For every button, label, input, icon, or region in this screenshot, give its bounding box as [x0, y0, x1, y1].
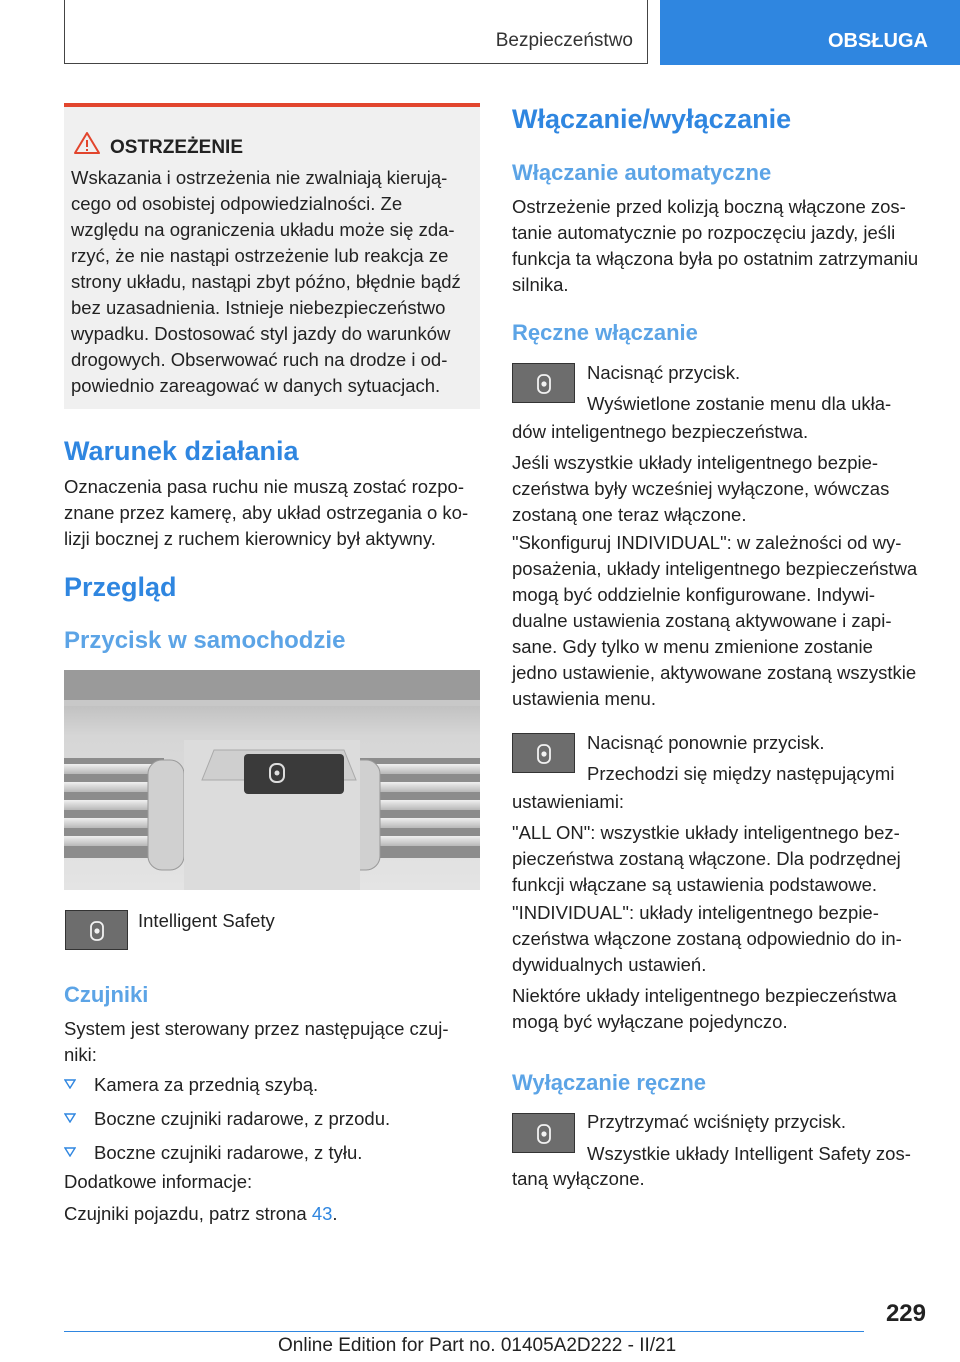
- warning-title: OSTRZEŻENIE: [110, 137, 244, 158]
- para-line: czeństwa włączone zostaną odpowiednio do in‑: [512, 928, 902, 949]
- sensors-reference: [64, 1201, 338, 1227]
- list-item-text: Boczne czujniki radarowe, z przodu.: [94, 1108, 391, 1129]
- warning-text: [71, 165, 471, 399]
- sensors-intro: [64, 1016, 484, 1068]
- step2-result-cont: ustawieniami:: [512, 791, 625, 812]
- header-section-title: Bezpieczeństwo: [495, 30, 633, 51]
- safety-car-icon: [536, 374, 552, 394]
- list-item: [64, 1072, 484, 1098]
- warning-line: drogowych. Obserwować ruch na drodze i od‑: [71, 349, 448, 370]
- dashboard-illustration: [64, 670, 480, 890]
- step1-result-cont: dów inteligentnego bezpieczeństwa.: [512, 421, 809, 442]
- para-configure: [512, 530, 952, 712]
- warning-line: rzyć, że nie nastąpi ostrzeżenie lub reakcja ze: [71, 245, 449, 266]
- step3-button-icon: [512, 1113, 575, 1153]
- para-line: jedno ustawienie, aktywowane zostaną wszystkie: [512, 662, 917, 683]
- header-tab-label: OBSŁUGA: [828, 30, 928, 52]
- step1-result: Wyświetlone zostanie menu dla ukła‑: [587, 393, 892, 414]
- auto-on-text: [512, 194, 952, 298]
- safety-car-icon: [89, 921, 105, 941]
- warning-line: Wskazania i ostrzeżenia nie zwalniają kierują‑: [71, 167, 448, 188]
- page-number: 229: [885, 1300, 926, 1327]
- extra-info: Dodatkowe informacje:: [64, 1171, 253, 1192]
- sensors-line: System jest sterowany przez następujące czuj‑: [64, 1018, 449, 1039]
- auto-on-heading: Włączanie automatyczne: [512, 160, 772, 185]
- warning-line: powiednio zareagować w danych sytuacjach.: [71, 375, 441, 396]
- para-all-on: [512, 820, 952, 898]
- sensors-list: [64, 1072, 484, 1174]
- footer-divider: [64, 1331, 864, 1332]
- conditions-line: lizji bocznej z ruchem kierownicy był aktywny.: [64, 528, 436, 549]
- warning-line: bez uzasadnienia. Istnieje niebezpieczeństwo: [71, 297, 446, 318]
- para-line: pieczeństwa zostaną włączone. Dla podrzędnej: [512, 848, 901, 869]
- bullet-triangle-icon: [64, 1079, 76, 1089]
- auto-line: funkcja ta włączona była po ostatnim zatrzymaniu: [512, 248, 919, 269]
- para-line: posażenia, układy inteligentnego bezpieczeństwa: [512, 558, 918, 579]
- list-item-text: Boczne czujniki radarowe, z tyłu.: [94, 1142, 363, 1163]
- para-line: Jeśli wszystkie układy inteligentnego bezpie‑: [512, 452, 879, 473]
- manual-off-heading: Wyłączanie ręczne: [512, 1070, 707, 1095]
- sensors-line: niki:: [64, 1044, 97, 1065]
- step3-result-cont: taną wyłączone.: [512, 1168, 645, 1189]
- step2-action: Nacisnąć ponownie przycisk.: [587, 732, 825, 753]
- warning-line: cego od osobistej odpowiedzialności. Ze: [71, 193, 403, 214]
- overview-heading: Przegląd: [64, 572, 177, 602]
- para-line: "INDIVIDUAL": układy inteligentnego bezpie‑: [512, 902, 879, 923]
- conditions-line: Oznaczenia pasa ruchu nie muszą zostać rozpo‑: [64, 476, 465, 497]
- step3-result: Wszystkie układy Intelligent Safety zos‑: [587, 1143, 911, 1164]
- header-frame: [64, 0, 648, 64]
- para-line: mogą być oddzielnie konfigurowane. Indywi‑: [512, 584, 876, 605]
- list-item: [64, 1140, 484, 1166]
- auto-line: tanie automatycznie po rozpoczęciu jazdy, jeśli: [512, 222, 896, 243]
- step2-button-icon: [512, 733, 575, 773]
- header-tab-obsluga[interactable]: [660, 0, 960, 65]
- warning-line: wypadku. Dostosować styl jazdy do warunków: [71, 323, 451, 344]
- para-line: dualne ustawienia zostaną aktywowane i zapi‑: [512, 610, 892, 631]
- safety-car-icon: [536, 744, 552, 764]
- warning-triangle-icon: [74, 131, 100, 155]
- para-line: "Skonfiguruj INDIVIDUAL": w zależności od wy‑: [512, 532, 902, 553]
- page-reference-link[interactable]: 43: [311, 1203, 333, 1224]
- intelligent-safety-button-icon: [65, 910, 128, 950]
- conditions-line: znane przez kamerę, aby układ ostrzegania o ko‑: [64, 502, 469, 523]
- sensors-heading: Czujniki: [64, 982, 149, 1007]
- para-line: Niektóre układy inteligentnego bezpieczeństwa: [512, 985, 897, 1006]
- reference-end: .: [332, 1203, 338, 1224]
- car-button-photo: [64, 670, 480, 890]
- bullet-triangle-icon: [64, 1113, 76, 1123]
- auto-line: silnika.: [512, 274, 569, 295]
- para-line: czeństwa były wcześniej wyłączone, wówczas: [512, 478, 890, 499]
- list-item-text: Kamera za przednią szybą.: [94, 1074, 319, 1095]
- manual-on-heading: Ręczne włączanie: [512, 320, 698, 345]
- step3-action: Przytrzymać wciśnięty przycisk.: [587, 1111, 847, 1132]
- list-item: [64, 1106, 484, 1132]
- bullet-triangle-icon: [64, 1147, 76, 1157]
- step2-result: Przechodzi się między następującymi: [587, 763, 895, 784]
- para-line: funkcji włączane są ustawienia podstawowe.: [512, 874, 878, 895]
- para-line: zostaną one teraz włączone.: [512, 504, 747, 525]
- footer-edition: Online Edition for Part no. 01405A2D222 - II/21: [278, 1335, 677, 1356]
- reference-text: Czujniki pojazdu, patrz strona: [64, 1203, 312, 1224]
- warning-line: względu na ograniczenia układu może się zda‑: [71, 219, 455, 240]
- step1-action: Nacisnąć przycisk.: [587, 362, 741, 383]
- conditions-text: [64, 474, 484, 552]
- para-some-off: [512, 983, 952, 1035]
- warning-box: [64, 103, 480, 409]
- onoff-heading: Włączanie/wyłączanie: [512, 104, 792, 134]
- safety-car-icon: [536, 1124, 552, 1144]
- para-line: "ALL ON": wszystkie układy inteligentnego bez‑: [512, 822, 900, 843]
- para-individual: [512, 900, 952, 978]
- para-line: dywidualnych ustawień.: [512, 954, 707, 975]
- button-heading: Przycisk w samochodzie: [64, 627, 346, 654]
- para-line: sane. Gdy tylko w menu zmienione zostanie: [512, 636, 873, 657]
- para-line: mogą być wyłączane pojedynczo.: [512, 1011, 788, 1032]
- warning-line: strony układu, nastąpi zbyt późno, błędnie bądź: [71, 271, 461, 292]
- intelligent-safety-caption: Intelligent Safety: [138, 910, 275, 931]
- auto-line: Ostrzeżenie przed kolizją boczną włączone zos‑: [512, 196, 906, 217]
- conditions-heading: Warunek działania: [64, 436, 299, 466]
- para-all-off: [512, 450, 952, 528]
- para-line: ustawienia menu.: [512, 688, 656, 709]
- step1-button-icon: [512, 363, 575, 403]
